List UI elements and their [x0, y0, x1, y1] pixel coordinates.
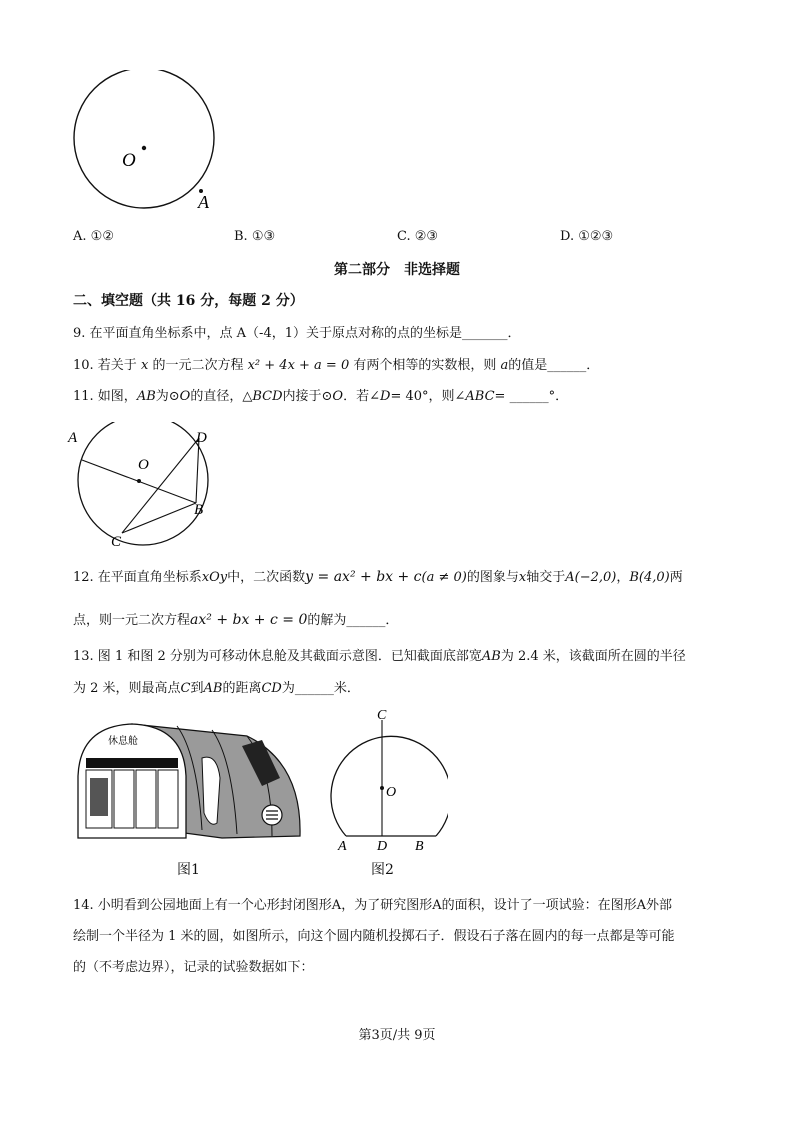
- fig2-center-dot: [380, 786, 384, 790]
- option-text: ①②③: [578, 229, 614, 244]
- q10-text: 10. 若关于: [73, 358, 137, 373]
- q11-o: O: [332, 389, 344, 404]
- q11-chord-cd: [122, 438, 199, 533]
- q8-option-a: [73, 229, 114, 244]
- q11-center-dot: [137, 479, 141, 483]
- q8-option-b: [234, 229, 275, 244]
- fig1-rest-cabin: [72, 718, 304, 844]
- question-14-line-3: 的（不考虑边界），记录的试验数据如下：: [73, 960, 314, 975]
- fig2-label-b: B: [415, 839, 424, 854]
- q13-text: 的距离: [222, 681, 262, 696]
- cabin-panel-4: [158, 770, 178, 828]
- question-13-line-2: [73, 677, 360, 696]
- q12-text: 的图象与: [466, 570, 519, 585]
- q12-point-a: A(−2,0): [565, 570, 617, 585]
- option-letter: D.: [560, 229, 575, 244]
- q11-text: 内接于⊙: [282, 389, 333, 404]
- q13-text: 为 2 米，则最高点: [73, 681, 181, 696]
- q11-chord-cb: [122, 503, 196, 533]
- q10-text: 的值是______．: [508, 358, 600, 373]
- q10-var-x: x: [140, 358, 149, 373]
- question-14-line-2: 绘制一个半径为 1 米的圆，如图所示，向这个圆内随机投掷石子．假设石子落在圆内的每一点都是等可能: [73, 929, 675, 944]
- cabin-sign: 休息舱: [108, 736, 138, 747]
- q13-text: 到: [190, 681, 204, 696]
- q8-center-label: O: [122, 150, 136, 171]
- question-14-line-1: 14. 小明看到公园地面上有一个心形封闭图形A，为了研究图形A的面积，设计了一项试验：在图形A外部: [73, 898, 672, 913]
- part-title: 第二部分 非选择题: [334, 262, 460, 278]
- q11-label-d: D: [196, 430, 207, 446]
- q8-circle-figure: [68, 70, 228, 215]
- q11-ab: AB: [136, 389, 156, 404]
- q12-condition: (a ≠ 0): [421, 570, 467, 585]
- q11-text: ．若∠: [343, 389, 380, 404]
- q11-d: D: [380, 389, 391, 404]
- fig2-label-a: A: [338, 839, 347, 854]
- question-13-line-1: [73, 645, 686, 664]
- q11-text: = ______°．: [494, 389, 569, 404]
- option-text: ②③: [414, 229, 439, 244]
- option-letter: C.: [397, 229, 411, 244]
- q12-text: 的解为______．: [307, 613, 399, 628]
- question-11: [73, 385, 568, 404]
- question-12-line-2: [73, 609, 398, 628]
- page-footer: 第3页/共 9页: [358, 1028, 436, 1043]
- q12-text: ，: [616, 570, 630, 585]
- q8-option-d: [560, 229, 613, 244]
- q8-point-a-label: A: [198, 192, 209, 212]
- q12-point-b: B(4,0): [629, 570, 670, 585]
- option-text: ①③: [251, 229, 276, 244]
- q13-text: 13. 图 1 和图 2 分别为可移动休息舱及其截面示意图．已知截面底部宽: [73, 649, 482, 664]
- q12-text: 两: [669, 570, 683, 585]
- cabin-side-window: [202, 757, 220, 824]
- question-12-line-1: [73, 566, 683, 585]
- q11-label-a: A: [68, 430, 78, 446]
- q13-text: 为______米．: [281, 681, 360, 696]
- q12-xoy: xOy: [201, 570, 228, 585]
- fig2-label-c: C: [377, 708, 387, 723]
- q8-option-c: [397, 229, 438, 244]
- q12-equation: ax² + bx + c = 0: [190, 612, 308, 628]
- q10-text: 有两个相等的实数根，则: [353, 358, 497, 373]
- q11-label-c: C: [111, 534, 122, 550]
- q12-x: x: [518, 570, 527, 585]
- q10-var-a: a: [500, 358, 509, 373]
- q13-ab: AB: [481, 649, 501, 664]
- q12-text: 轴交于: [526, 570, 566, 585]
- q11-text: 的直径，△: [190, 389, 253, 404]
- fig1-caption: 图1: [177, 862, 200, 878]
- q13-c: C: [180, 681, 191, 696]
- section-title: 二、填空题（共 16 分，每题 2 分）: [73, 293, 304, 309]
- q11-bcd: BCD: [252, 389, 283, 404]
- q11-o: O: [179, 389, 191, 404]
- q11-text: 11. 如图，: [73, 389, 137, 404]
- option-letter: B.: [234, 229, 248, 244]
- q11-label-o: O: [138, 457, 149, 473]
- fig2-caption: 图2: [371, 862, 394, 878]
- q12-function: y = ax² + bx + c: [305, 569, 422, 585]
- q10-equation: x² + 4x + a = 0: [247, 358, 350, 373]
- q11-text: 为⊙: [155, 389, 180, 404]
- q12-text: 中，二次函数: [227, 570, 306, 585]
- q11-circle-figure: [66, 422, 226, 550]
- q12-text: 12. 在平面直角坐标系: [73, 570, 202, 585]
- cabin-door-dark: [90, 778, 108, 816]
- q12-text: 点，则一元二次方程: [73, 613, 191, 628]
- cabin-panel-3: [136, 770, 156, 828]
- fig2-cross-section: [318, 706, 448, 856]
- cabin-window-row: [86, 758, 178, 768]
- q13-ab: AB: [203, 681, 223, 696]
- option-letter: A.: [73, 229, 87, 244]
- q13-text: 为 2.4 米，该截面所在圆的半径: [500, 649, 686, 664]
- fig2-label-o: O: [386, 785, 397, 800]
- q8-circle: [74, 70, 214, 208]
- q8-center-dot: [142, 146, 146, 150]
- q11-label-b: B: [194, 502, 204, 518]
- option-text: ①②: [90, 229, 114, 244]
- fig2-label-d: D: [377, 839, 388, 854]
- cabin-panel-2: [114, 770, 134, 828]
- question-10: [73, 354, 599, 373]
- q11-abc: ABC: [465, 389, 495, 404]
- q13-cd: CD: [261, 681, 282, 696]
- question-9: 9. 在平面直角坐标系中，点 A（-4，1）关于原点对称的点的坐标是_______．: [73, 326, 521, 341]
- q11-text: = 40°，则∠: [390, 389, 466, 404]
- q11-chord-db: [196, 438, 199, 503]
- q10-text: 的一元二次方程: [152, 358, 244, 373]
